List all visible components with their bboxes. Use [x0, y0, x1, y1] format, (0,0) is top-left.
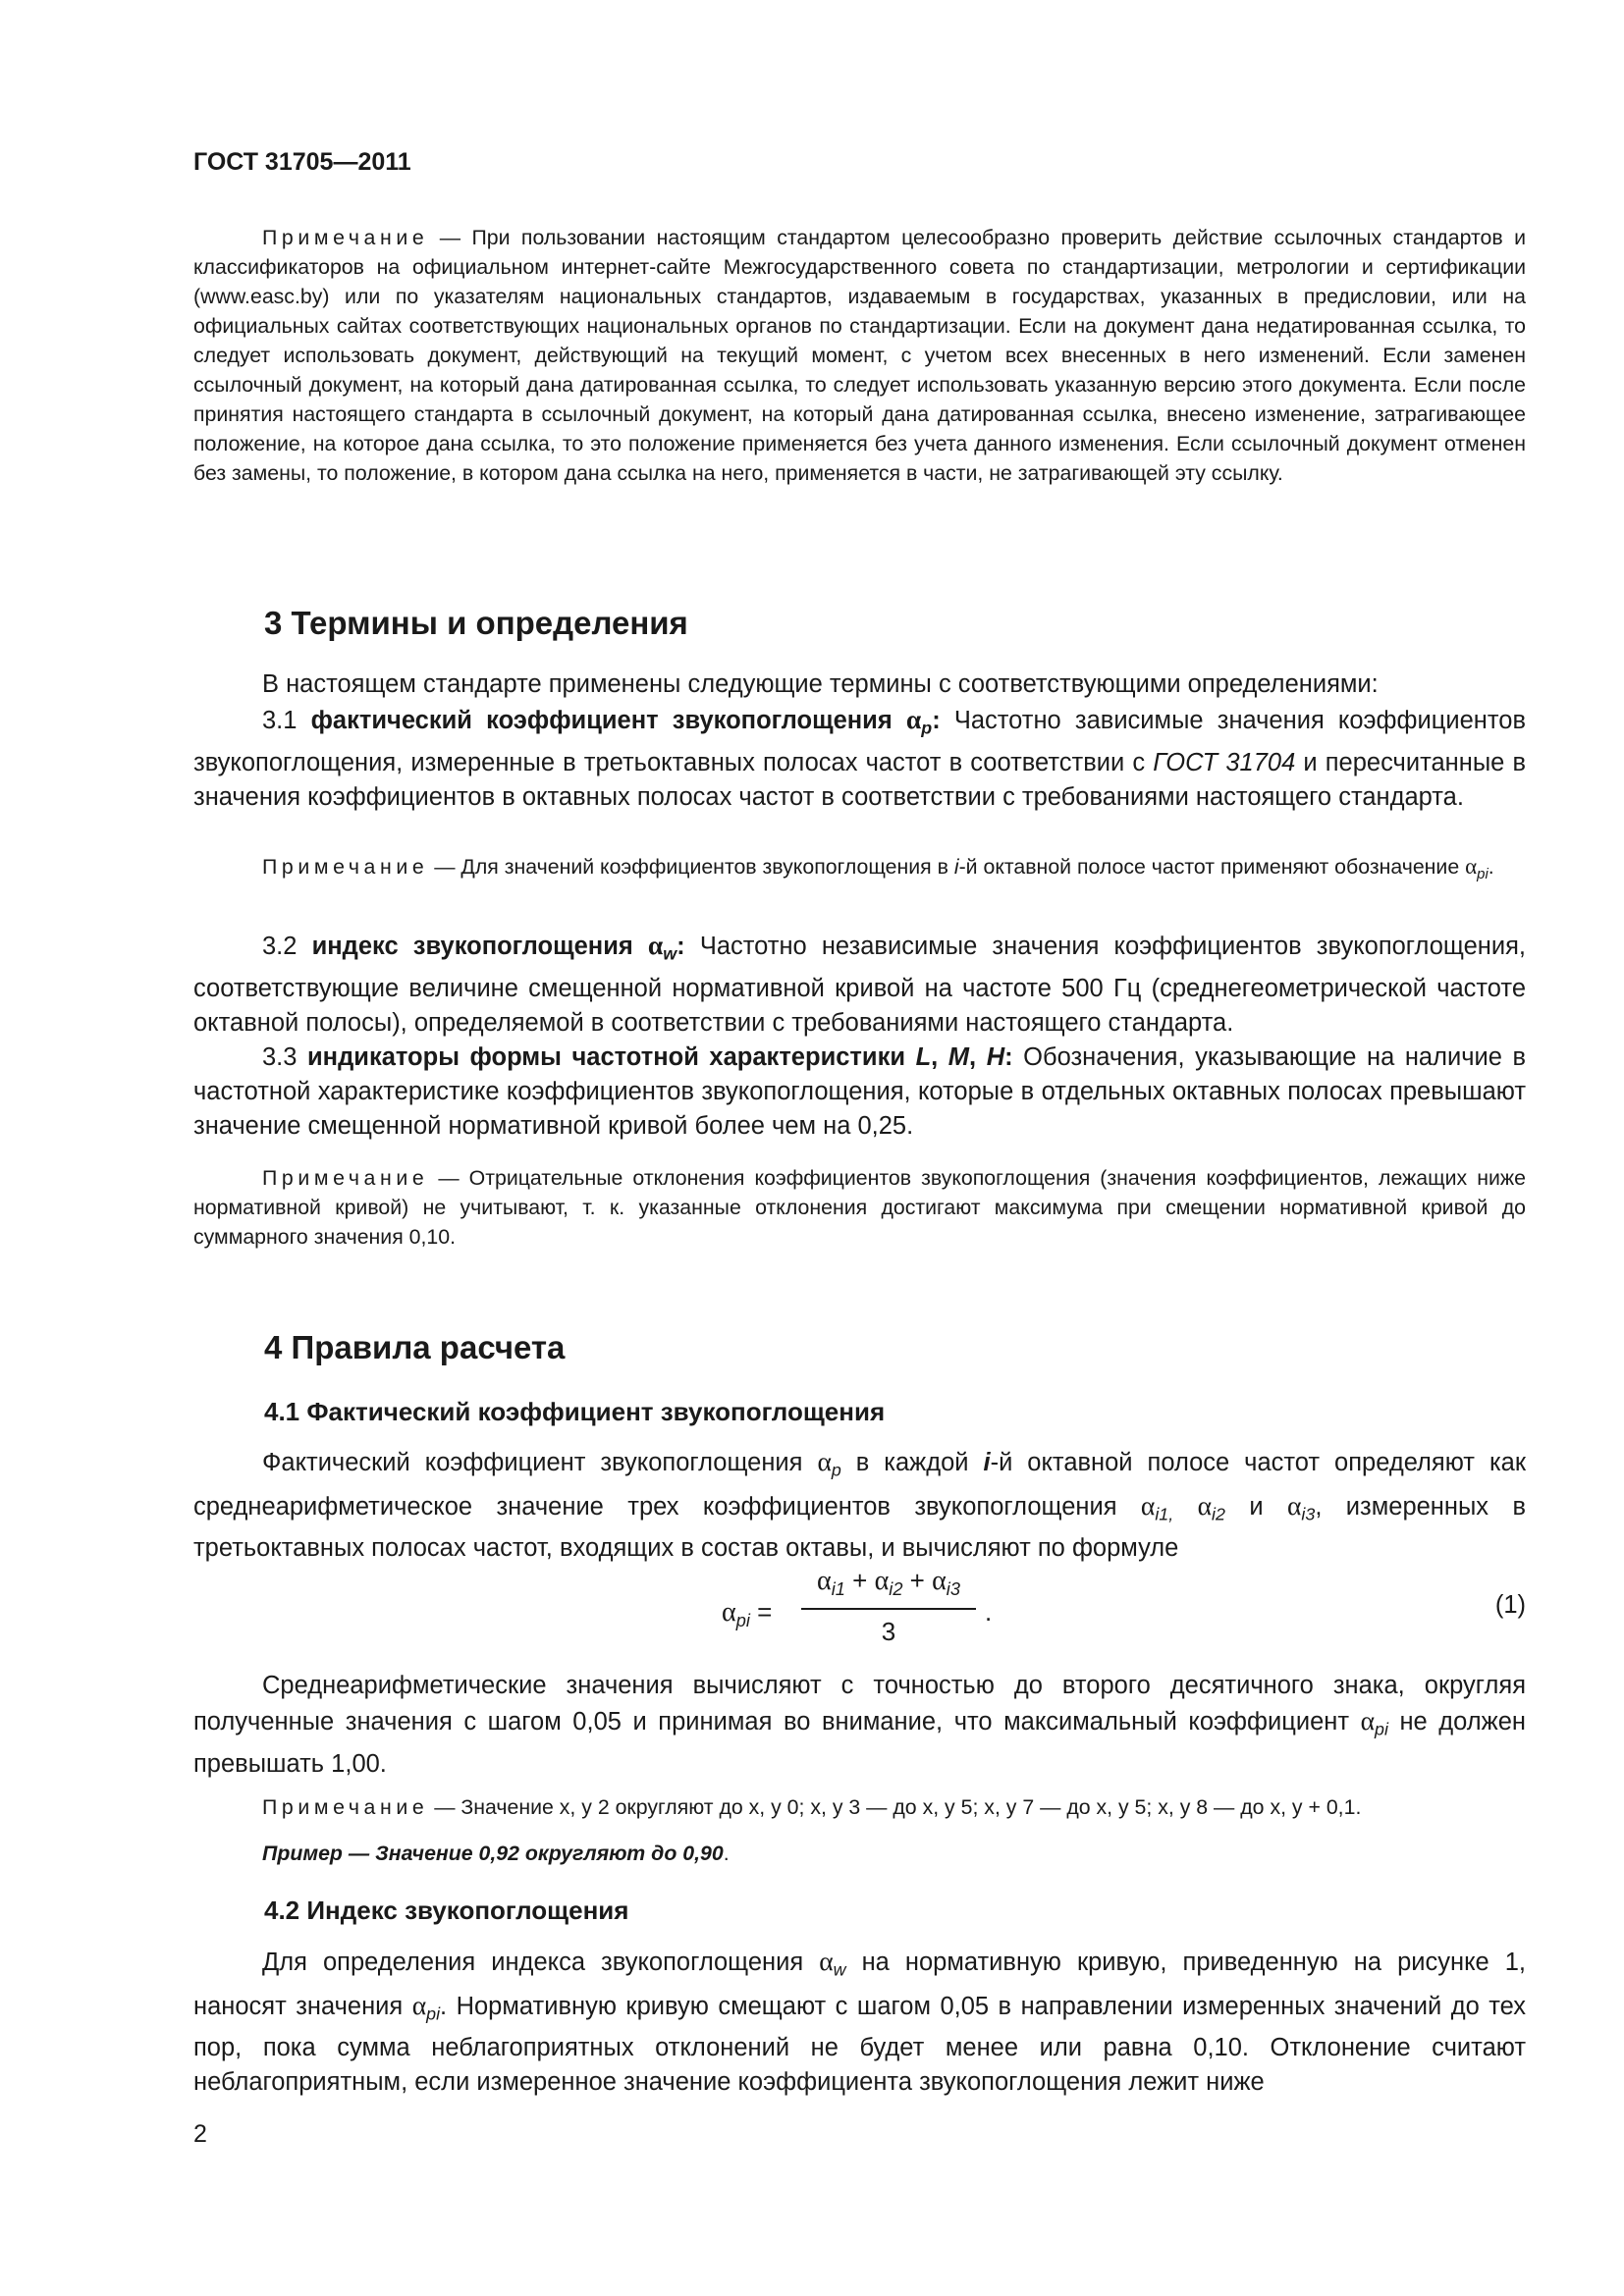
- subsection-4-1-paragraph-2: Среднеарифметические значения вычисляют с точностью до второго десятичного знака, округляя полученные значения с шагом 0,05 и принимая во внимание, что максимальный коэффициент $\alpha_{pi}$ не должен превышать 1,00.: [193, 1672, 1527, 1778]
- terms-3-2-3-3: [193, 928, 1526, 1144]
- term-3-2: 3.2 индекс звукопоглощения $\alpha_w$: Частотно независимые значения коэффициентов звукопоглощения, соответствующие величине смещенной нормативной кривой на частоте 500 Гц (среднегеометрической частоте октавной полосы), определяемой в соответствии с требованиями настоящего стандарта.: [193, 930, 1526, 1037]
- subsection-4-2-paragraph: Для определения индекса звукопоглощения $\alpha_w$ на нормативную кривую, приведенную на рисунке 1, наносят значения $\alpha_{pi}$. Нормативную кривую смещают с шагом 0,05 в направлении измеренных значений до тех пор, пока сумма неблагоприятных отклонений не будет менее или равна 0,10. Отклонение считают неблагоприятным, если измеренное значение коэффициента звукопоглощения лежит ниже: [193, 1946, 1527, 2097]
- note-3-3: Примечание — Отрицательные отклонения коэффициентов звукопоглощения (значения коэффициентов, лежащих ниже нормативной кривой) не учитывают, т. к. указанные отклонения достигают максимума при смещении нормативной кривой до суммарного значения 0,10.: [193, 1166, 1526, 1249]
- note-text: При пользовании настоящим стандартом целесообразно проверить действие ссылочных стандартов и классификаторов на официальном интернет-сайте Межгосударственного совета по стандартизации, метрологии и сертификации (www.easc.by) или по указателям национальных стандартов, издаваемым в государствах, указанных в предисловии, или на официальных сайтах соответствующих национальных органов по стандартизации. Если на документ дана недатированная ссылка, то следует использовать документ, действующий на текущий момент, с учетом всех внесенных в него изменений. Если заменен ссылочный документ, на который дана датированная ссылка, то следует использовать указанную версию этого документа. Если после принятия настоящего стандарта в ссылочный документ, на который дана датированная ссылка, внесено изменение, затрагивающее положение, на которое дана ссылка, то это положение применяется без учета данного изменения. Если ссылочный документ отменен без замены, то положение, в котором дана ссылка на него, применяется в части, не затрагивающей эту ссылку.: [193, 226, 1526, 485]
- formula-lhs: $\alpha_{pi}$ =: [722, 1597, 773, 1630]
- note-label: Примечание: [262, 226, 429, 249]
- alpha-symbol: α: [1465, 854, 1478, 879]
- section-3-body: [193, 667, 1526, 815]
- term-3-1: 3.1 фактический коэффициент звукопоглощения $\alpha_p$: Частотно зависимые значения коэффициентов звукопоглощения, измеренные в третьоктавных полосах частот в соответствии с ГОСТ 31704 и пересчитанные в значения коэффициентов в октавных полосах частот в соответствии с требованиями настоящего стандарта.: [193, 704, 1526, 811]
- term-3-3: 3.3 индикаторы формы частотной характеристики L, M, H: Обозначения, указывающие на наличие в частотной характеристике коэффициентов звукопоглощения, которые в отдельных октавных полосах превышают значение смещенной нормативной кривой более чем на 0,25.: [193, 1042, 1527, 1140]
- gost-reference: ГОСТ 31704: [1153, 748, 1296, 776]
- section-3-intro: В настоящем стандарте применены следующие термины с соответствующими определениями:: [262, 670, 1379, 698]
- fraction-bar: [801, 1608, 976, 1610]
- document-code-header: ГОСТ 31705—2011: [193, 148, 411, 176]
- alpha-symbol: α: [647, 930, 664, 960]
- example-4-1: Пример — Значение 0,92 округляют до 0,90.: [262, 1842, 730, 1865]
- alpha-symbol: α: [1360, 1705, 1376, 1735]
- alpha-symbol: α: [819, 1946, 834, 1976]
- subsection-4-1-paragraph: Фактический коэффициент звукопоглощения $\alpha_p$ в каждой i-й октавной полосе частот определяют как среднеарифметическое значение трех коэффициентов звукопоглощения $\alpha_{i1,}$ $\alpha_{i2}$ и $\alpha_{i3}$, измеренных в третьоктавных полосах частот, входящих в состав октавы, и вычисляют по формуле: [193, 1446, 1526, 1563]
- subsection-4-1-heading: 4.1 Фактический коэффициент звукопоглощения: [264, 1397, 886, 1426]
- note-4-1: Примечание — Значение x, y 2 округляют до x, y 0; x, y 3 — до x, y 5; x, y 7 — до x, y 5; x, y 8 — до x, y + 0,1.: [262, 1795, 1362, 1819]
- subsection-4-2-heading: 4.2 Индекс звукопоглощения: [264, 1896, 629, 1925]
- page-number: 2: [193, 2120, 207, 2148]
- section-4-heading: 4 Правила расчета: [264, 1329, 566, 1365]
- section-3-heading: 3 Термины и определения: [264, 605, 688, 641]
- note-intro: Примечание — При пользовании настоящим стандартом целесообразно проверить действие ссылочных стандартов и классификаторов на официальном интернет-сайте Межгосударственного совета по стандартизации, метрологии и сертификации (www.easc.by) или по указателям национальных стандартов, издаваемым в государствах, указанных в предисловии, или на официальных сайтах соответствующих национальных органов по стандартизации. Если на документ дана недатированная ссылка, то следует использовать документ, действующий на текущий момент, с учетом всех внесенных в него изменений. Если заменен ссылочный документ, на который дана датированная ссылка, то следует использовать указанную версию этого документа. Если после принятия настоящего стандарта в ссылочный документ, на который дана датированная ссылка, внесено изменение, затрагивающее положение, на которое дана ссылка, то это положение применяется без учета данного изменения. Если ссылочный документ отменен без замены, то положение, в котором дана ссылка на него, применяется в части, не затрагивающей эту ссылку.: [193, 226, 1526, 485]
- note-3-1: Примечание — Для значений коэффициентов звукопоглощения в i-й октавной полосе частот применяют обозначение $\alpha_{pi}$.: [262, 854, 1494, 882]
- alpha-symbol: α: [905, 704, 922, 734]
- document-page: ГОСТ 31705—2011 Примечание — При пользовании настоящим стандартом целесообразно проверить действие ссылочных стандартов и классификаторов на официальном интернет-сайте Межгосударственного совета по стандартизации, метрологии и сертификации (www.easc.by) или по указателям национальных стандартов, издаваемым в государствах, указанных в предисловии, или на официальных сайтах соответствующих национальных органов по стандартизации. Если на документ дана недатированная ссылка, то следует использовать документ, действующий на текущий момент, с учетом всех внесенных в него изменений. Если заменен ссылочный документ, на который дана датированная ссылка, то следует использовать указанную версию этого документа. Если после принятия настоящего стандарта в ссылочный документ, на который дана датированная ссылка, внесено изменение, затрагивающее положение, на которое дана ссылка, то это положение применяется без учета данного изменения. Если ссылочный документ отменен без замены, то положение, в котором дана ссылка на него, применяется в части, не затрагивающей эту ссылку. 3 Термины и определения В настоящем стандарте применены следующие термины с соответствующими определениями: 3.1 фактический коэффициент звукопоглощения $\alpha_p$: Частотно зависимые значения коэффициентов звукопоглощения, измеренные в третьоктавных полосах частот в соответствии с ГОСТ 31704 и пересчитанные в значения коэффициентов в октавных полосах частот в соответствии с требованиями настоящего стандарта. Примечание — Для значений коэффициентов звукопоглощения в i-й октавной полосе частот применяют обозначение $\alpha_{pi}$. 3.2 индекс звукопоглощения $\alpha_w$: Частотно независимые значения коэффициентов звукопоглощения, соответствующие величине смещенной нормативной кривой на частоте 500 Гц (среднегеометрической частоте октавной полосы), определяемой в соответствии с требованиями настоящего стандарта. 3.3 индикаторы формы частотной характеристики L, M, H: Обозначения, указывающие на наличие в частотной характеристике коэффициентов звукопоглощения, которые в отдельных октавных полосах превышают значение смещенной нормативной кривой более чем на 0,25. Примечание — Отрицательные отклонения коэффициентов звукопоглощения (значения коэффициентов, лежащих ниже нормативной кривой) не учитывают, т. к. указанные отклонения достигают максимума при смещении нормативной кривой до суммарного значения 0,10. 4 Правила расчета 4.1 Фактический коэффициент звукопоглощения Фактический коэффициент звукопоглощения $\alpha_p$ в каждой i-й октавной полосе частот определяют как среднеарифметическое значение трех коэффициентов звукопоглощения $\alpha_{i1,}$ $\alpha_{i2}$ и $\alpha_{i3}$, измеренных в третьоктавных полосах частот, входящих в состав октавы, и вычисляют по формуле $\alpha_{pi}$ = $\alpha_{i1} + \alpha_{i2} + \alpha_{i3}$ 3 . (1) Среднеарифметические значения вычисляют с точностью до второго десятичного знака, округляя полученные значения с шагом 0,05 и принимая во внимание, что максимальный коэффициент $\alpha_{pi}$ не должен превышать 1,00. Примечание — Значение x, y 2 округляют до x, y 0; x, y 3 — до x, y 5; x, y 7 — до x, y 5; x, y 8 — до x, y + 0,1. Пример — Значение 0,92 округляют до 0,90. 4.2 Индекс звукопоглощения Для определения индекса звукопоглощения $\alpha_w$ на нормативную кривую, приведенную на рисунке 1, наносят значения $\alpha_{pi}$. Нормативную кривую смещают с шагом 0,05 в направлении измеренных значений до тех пор, пока сумма неблагоприятных отклонений не будет менее или равна 0,10. Отклонение считают неблагоприятным, если измеренное значение коэффициента звукопоглощения лежит ниже 2: [193, 148, 1527, 2148]
- formula-number: (1): [1494, 1591, 1526, 1619]
- formula-denominator: 3: [881, 1617, 896, 1646]
- alpha-symbol: α: [817, 1446, 832, 1476]
- formula-numerator: $\alpha_{i1} + \alpha_{i2} + \alpha_{i3}$: [817, 1566, 960, 1599]
